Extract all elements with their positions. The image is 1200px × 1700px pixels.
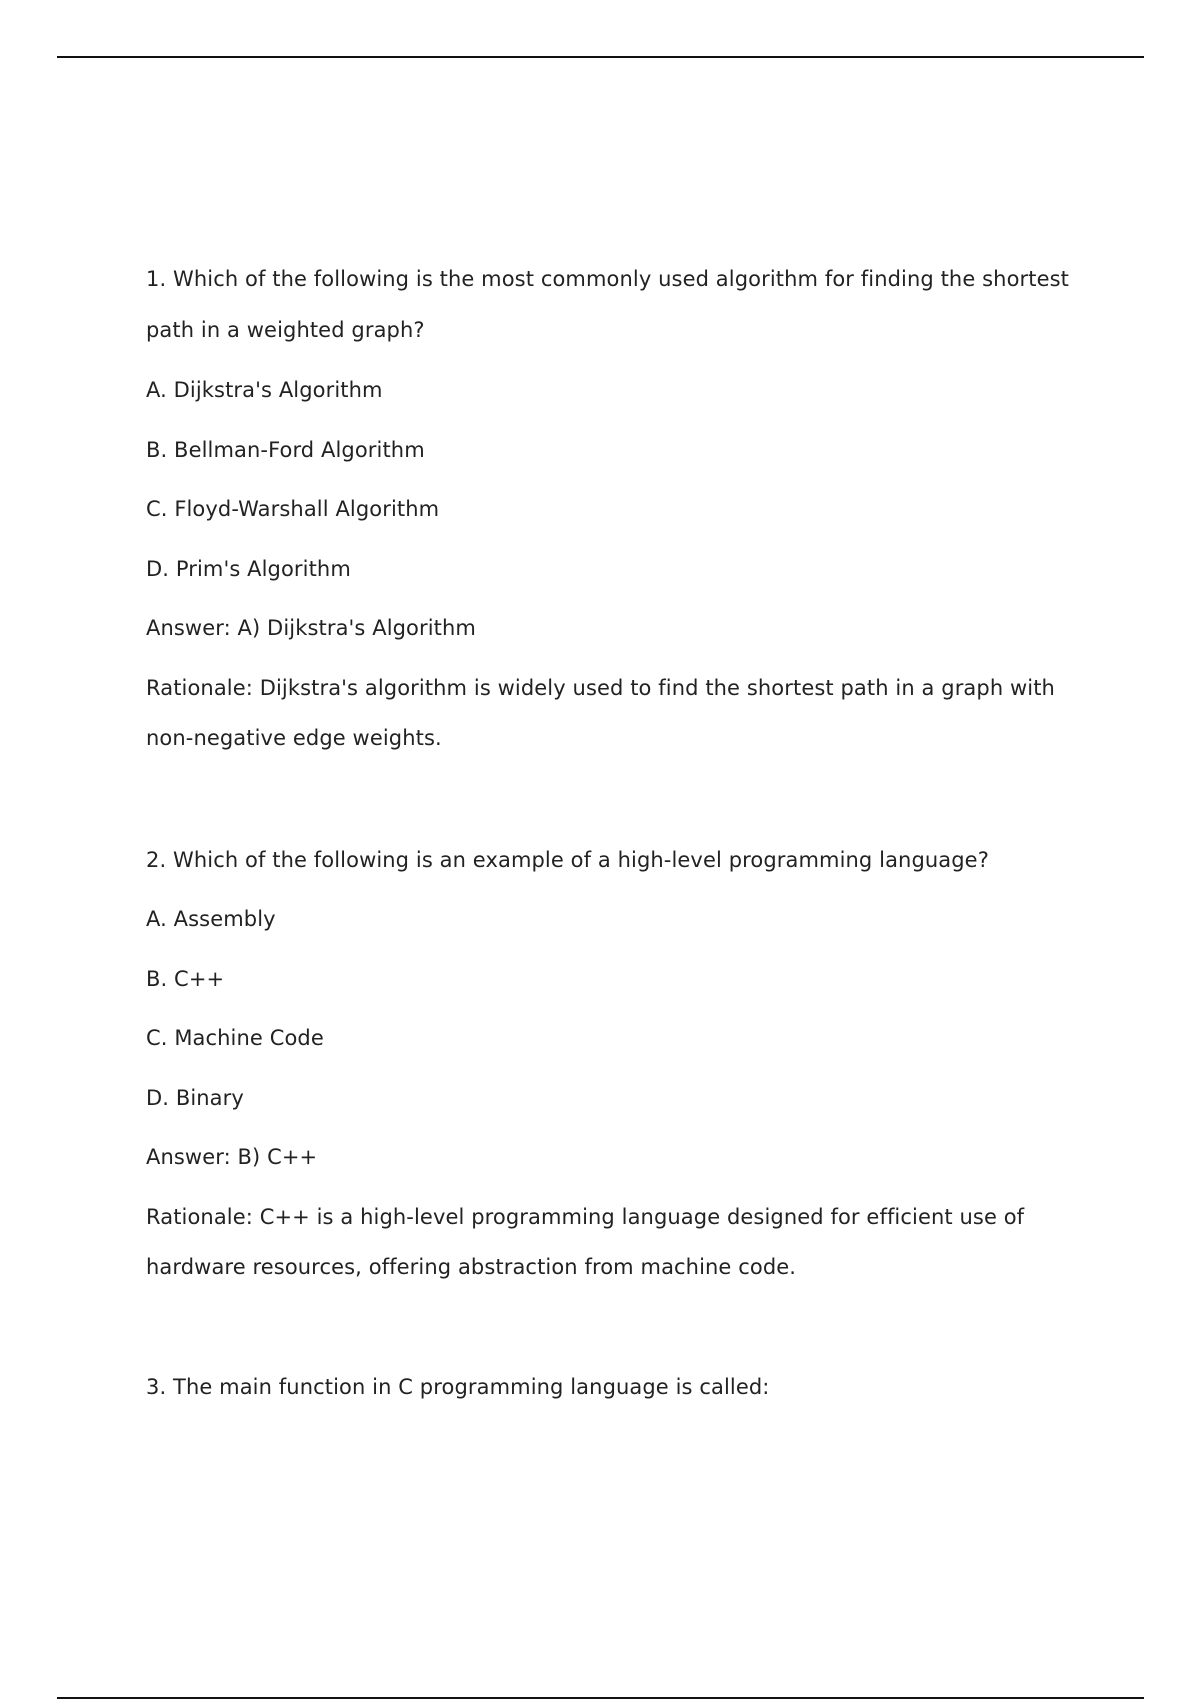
question-1-option-d: D. Prim's Algorithm [146,557,351,581]
question-2-option-c: C. Machine Code [146,1026,324,1050]
question-2-option-a: A. Assembly [146,907,276,931]
question-1-rationale-line-2: non-negative edge weights. [146,726,442,750]
question-1-text-line-2: path in a weighted graph? [146,318,425,342]
question-1-text-line-1: 1. Which of the following is the most commonly used algorithm for finding the shortest [146,267,1070,291]
question-2-rationale-line-2: hardware resources, offering abstraction from machine code. [146,1255,797,1279]
header-rule [57,56,1144,58]
question-2-option-d: D. Binary [146,1086,244,1110]
question-1-rationale-line-1: Rationale: Dijkstra's algorithm is widely used to find the shortest path in a graph with [146,676,1055,700]
question-1-option-a: A. Dijkstra's Algorithm [146,378,383,402]
question-2-text-line-1: 2. Which of the following is an example of a high-level programming language? [146,848,989,872]
question-2-option-b: B. C++ [146,967,225,991]
question-1-answer: Answer: A) Dijkstra's Algorithm [146,616,476,640]
question-3-text-line-1: 3. The main function in C programming language is called: [146,1375,770,1399]
question-1-option-b: B. Bellman-Ford Algorithm [146,438,425,462]
question-2-rationale-line-1: Rationale: C++ is a high-level programming language designed for efficient use of [146,1205,1025,1229]
question-1-option-c: C. Floyd-Warshall Algorithm [146,497,440,521]
question-2-answer: Answer: B) C++ [146,1145,318,1169]
footer-rule [57,1697,1144,1699]
